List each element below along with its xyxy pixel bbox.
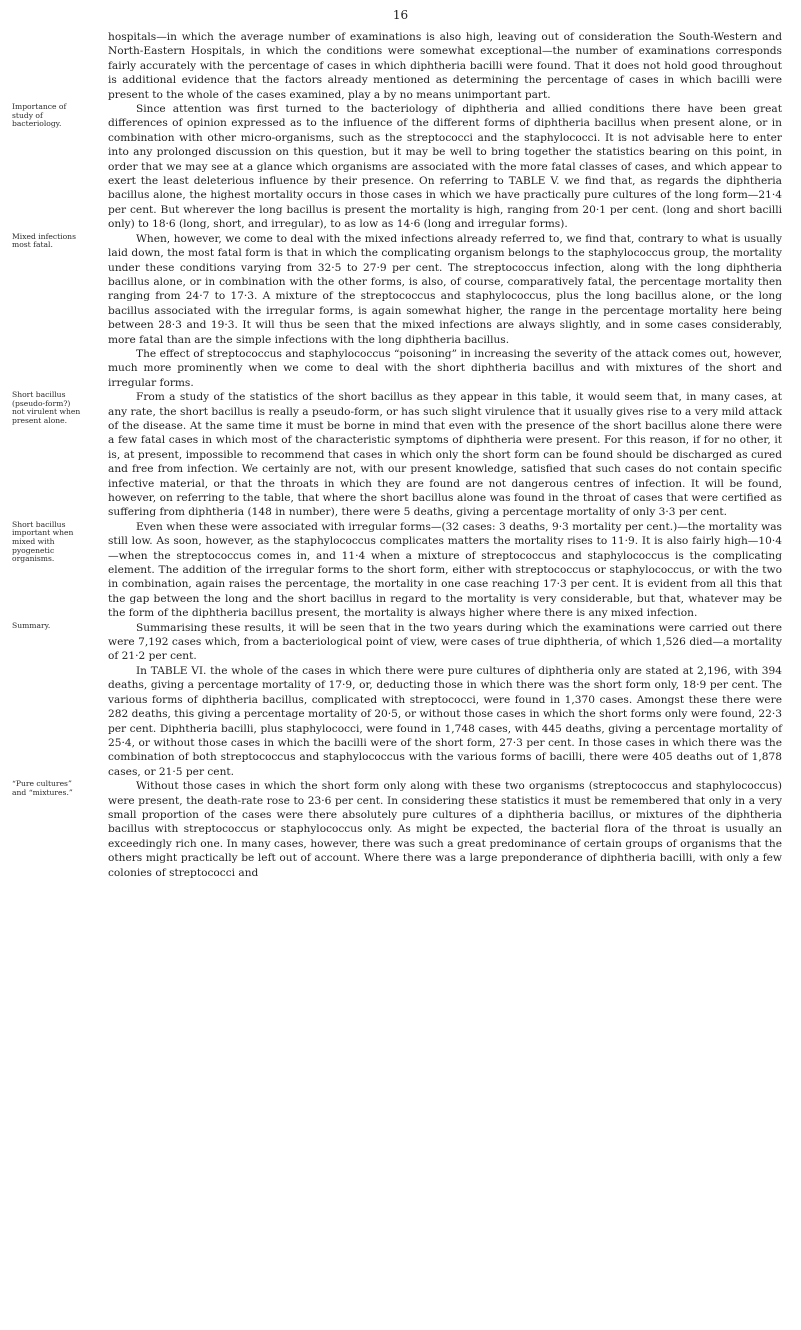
paragraph-text: When, however, we come to deal with the mixed infections already referred to, we find that, contrary to what is usually laid down, the most fatal form is that in which the complicating organism belongs to the staphylococcus group, the mortality under these conditions varying from 32·5 to 27·9 per cent. The streptococcus infection, along with the long diphtheria bacillus alone, or in combination with the other forms, is also, of course, comparatively fatal, the percentage mortality then ranging from 24·7 to 17·3. A mixture of the streptococcus and staphylococcus, plus the long bacillus alone, or the long bacillus associated with the irregular forms, is again somewhat higher, the range in the percentage mortality here being between 28·3 and 19·3. It will thus be seen that the mixed infections are always slightly, and in some cases considerably, more fatal than are the simple infections with the long diphtheria bacillus.: [108, 232, 782, 346]
paragraph-text: Without those cases in which the short form only along with these two organisms (streptococcus and staphylococcus) were present, the death-rate rose to 23·6 per cent. In considering these statistics it must be remembered that only in a very small proportion of the cases were there absolutely pure cultures of a diphtheria bacillus, or mixtures of the diphtheria bacillus with streptococcus or staphylococcus only. As might be expected, the bacterial flora of the throat is usually an exceedingly rich one. In many cases, however, there was such a great predominance of certain groups of organisms that the others might practically be left out of account. Where there was a large preponderance of diphtheria bacilli, with only a few colonies of streptococci and: [108, 780, 782, 879]
margin-note-summary: Summary.: [12, 620, 51, 630]
paragraph-text: In TABLE VI. the whole of the cases in which there were pure cultures of diphtheria only are stated at 2,196, with 394 deaths, giving a percentage mortality of 17·9, or, deducting those in which there was the short form only, 18·9 per cent. The various forms of diphtheria bacillus, complicated with streptococci, were found in 1,370 cases. Amongst these there were 282 deaths, this giving a percentage mortality of 20·5, or without those cases in which the short forms only were found, 22·3 per cent. Diphtheria bacilli, plus staphylococci, were found in 1,748 cases, with 445 deaths, giving a percentage mortality of 25·4, or without those cases in which the bacilli were of the short form, 27·3 per cent. In those cases in which there was the combination of both streptococcus and staphylococcus with the various forms of bacilli, there were 405 deaths out of 1,878 cases, or 21·5 per cent.: [108, 664, 782, 778]
paragraph-5: [12, 390, 782, 520]
paragraph-2: [12, 102, 782, 232]
paragraph-text: Since attention was first turned to the bacteriology of diphtheria and allied conditions there have been great differences of opinion expressed as to the influence of the different forms of diphtheria bacillus when present alone, or in combination with other micro-organisms, such as the streptococci and the staphylococci. It is not advisable here to enter into any prolonged discussion on this question, but it may be well to bring together the statistics bearing on this point, in order that we may see at a glance which organisms are associated with the more fatal classes of cases, and which appear to exert the least deleterious influence by their presence. On referring to TABLE V. we find that, as regards the diphtheria bacillus alone, the highest mortality occurs in those cases in which we have practically pure cultures of the long form—21·4 per cent. But wherever the long bacillus is present the mortality is high, ranging from 20·1 per cent. (long and short bacilli only) to 18·6 (long, short, and irregular), to as low as 14·6 (long and irregular forms).: [108, 103, 782, 231]
margin-note-importance-of-bacteriology: Importance of study of bacteriology.: [12, 102, 67, 129]
paragraph-6: [12, 519, 782, 621]
paragraph-3: [12, 231, 782, 347]
page-number: 16: [392, 8, 409, 22]
paragraph-7: [12, 620, 782, 664]
paragraph-text: From a study of the statistics of the short bacillus as they appear in this table, it would seem that, in many cases, at any rate, the short bacillus is really a pseudo-form, or has such slight virulence that it usually gives rise to a very mild attack of the disease. At the same time it must be borne in mind that even with the presence of the short bacillus alone there were a few fatal cases in which most of the characteristic symptoms of diphtheria were present. For this reason, if for no other, it is, at present, impossible to recommend that cases in which only the short form can be found should be discharged as cured and free from infection. We certainly are not, with our present knowledge, satisfied that such cases do not contain specific infective material, or that the throats in which they are found are not dangerous centres of infection. It will be found, however, on referring to the table, that where the short bacillus alone was found in the throat of cases that were certified as suffering from diphtheria (148 in number), there were 5 deaths, giving a percentage mortality of only 3·3 per cent.: [108, 391, 782, 519]
margin-note-mixed-infections: Mixed infections most fatal.: [12, 231, 76, 250]
paragraph-text: The effect of streptococcus and staphylococcus “poisoning” in increasing the severity of the attack comes out, however, much more prominently when we come to deal with the short diphtheria bacillus and with mixtures of the short and irregular forms.: [108, 347, 782, 389]
paragraph-text: Even when these were associated with irregular forms—(32 cases: 3 deaths, 9·3 mortality per cent.)—the mortality was still low. As soon, however, as the staphylococcus complicates matters the mortality rises to 11·9. It is also fairly high—10·4—when the streptococcus comes in, and 11·4 when a mixture of streptococcus and staphylococcus is the complicating element. The addition of the irregular forms to the short form, either with streptococcus or staphylococcus, or with the two in combination, again raises the percentage, the mortality in one case reaching 17·3 per cent. It is evident from all this that the gap between the long and the short bacillus in regard to the mortality is very considerable, but that, whatever may be the form of the diphtheria bacillus present, the mortality is always higher where there is any mixed infection.: [108, 520, 782, 620]
paragraph-1: [108, 30, 782, 102]
paragraph-text: hospitals—in which the average number of examinations is also high, leaving out of consideration the South-Western and North-Eastern Hospitals, in which the conditions were somewhat exceptional—the number of examinations corresponds fairly accurately with the percentage of cases in which diphtheria bacilli were found. That it does not hold good throughout is additional evidence that the factors already mentioned as determining the percentage of cases in which bacilli were present to the whole of the cases examined, play a by no means unimportant part.: [108, 31, 782, 101]
paragraph-4: [108, 347, 782, 390]
paragraph-8: [108, 664, 782, 779]
paragraph-9: [12, 779, 782, 880]
page-body: [0, 30, 801, 880]
margin-note-pure-cultures: “Pure cultures” and “mixtures.”: [12, 779, 73, 797]
paragraph-text: Summarising these results, it will be seen that in the two years during which the examinations were carried out there were 7,192 cases which, from a bacteriological point of view, were cases of true diphtheria, of which 1,526 died—a mortality of 21·2 per cent.: [108, 621, 782, 663]
margin-note-short-bacillus: Short bacillus (pseudo-form?) not virulent when present alone.: [12, 390, 81, 425]
margin-note-short-bacillus-mixed: Short bacillus important when mixed with pyogenetic organisms.: [12, 519, 74, 564]
